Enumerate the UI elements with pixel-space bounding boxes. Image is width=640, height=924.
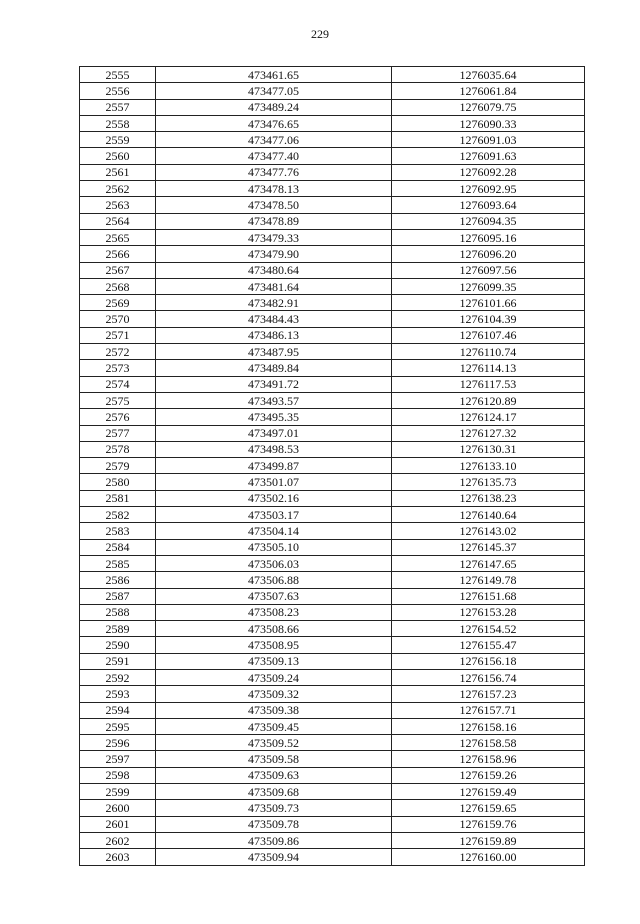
x-coordinate-cell: 473495.35 (156, 409, 392, 425)
point-number-cell: 2578 (80, 441, 156, 457)
y-coordinate-cell: 1276093.64 (392, 197, 585, 213)
x-coordinate-cell: 473478.50 (156, 197, 392, 213)
y-coordinate-cell: 1276159.65 (392, 800, 585, 816)
point-number-cell: 2567 (80, 262, 156, 278)
table-row (80, 669, 585, 685)
table-row (80, 229, 585, 245)
table-row (80, 246, 585, 262)
table-row (80, 751, 585, 767)
y-coordinate-cell: 1276095.16 (392, 229, 585, 245)
x-coordinate-cell: 473476.65 (156, 115, 392, 131)
x-coordinate-cell: 473478.13 (156, 181, 392, 197)
table-row (80, 718, 585, 734)
y-coordinate-cell: 1276158.96 (392, 751, 585, 767)
table-row (80, 474, 585, 490)
coordinate-table (79, 66, 585, 866)
x-coordinate-cell: 473509.68 (156, 784, 392, 800)
table-row (80, 115, 585, 131)
y-coordinate-cell: 1276096.20 (392, 246, 585, 262)
point-number-cell: 2596 (80, 735, 156, 751)
x-coordinate-cell: 473503.17 (156, 507, 392, 523)
y-coordinate-cell: 1276079.75 (392, 99, 585, 115)
table-row (80, 702, 585, 718)
point-number-cell: 2603 (80, 849, 156, 865)
y-coordinate-cell: 1276156.18 (392, 653, 585, 669)
y-coordinate-cell: 1276092.28 (392, 164, 585, 180)
page-number: 229 (311, 27, 329, 41)
table-row (80, 197, 585, 213)
table-row (80, 148, 585, 164)
point-number-cell: 2593 (80, 686, 156, 702)
x-coordinate-cell: 473482.91 (156, 295, 392, 311)
y-coordinate-cell: 1276160.00 (392, 849, 585, 865)
table-row (80, 784, 585, 800)
point-number-cell: 2556 (80, 83, 156, 99)
x-coordinate-cell: 473489.84 (156, 360, 392, 376)
y-coordinate-cell: 1276140.64 (392, 507, 585, 523)
table-row (80, 637, 585, 653)
x-coordinate-cell: 473480.64 (156, 262, 392, 278)
point-number-cell: 2592 (80, 669, 156, 685)
point-number-cell: 2586 (80, 572, 156, 588)
y-coordinate-cell: 1276133.10 (392, 458, 585, 474)
point-number-cell: 2581 (80, 490, 156, 506)
table-row (80, 181, 585, 197)
x-coordinate-cell: 473491.72 (156, 376, 392, 392)
point-number-cell: 2582 (80, 507, 156, 523)
point-number-cell: 2555 (80, 67, 156, 83)
x-coordinate-cell: 473506.88 (156, 572, 392, 588)
table-row (80, 832, 585, 848)
y-coordinate-cell: 1276120.89 (392, 392, 585, 408)
point-number-cell: 2577 (80, 425, 156, 441)
x-coordinate-cell: 473509.32 (156, 686, 392, 702)
table-row (80, 458, 585, 474)
point-number-cell: 2590 (80, 637, 156, 653)
y-coordinate-cell: 1276153.28 (392, 604, 585, 620)
y-coordinate-cell: 1276159.26 (392, 767, 585, 783)
point-number-cell: 2574 (80, 376, 156, 392)
y-coordinate-cell: 1276061.84 (392, 83, 585, 99)
y-coordinate-cell: 1276091.03 (392, 132, 585, 148)
y-coordinate-cell: 1276104.39 (392, 311, 585, 327)
y-coordinate-cell: 1276092.95 (392, 181, 585, 197)
y-coordinate-cell: 1276135.73 (392, 474, 585, 490)
point-number-cell: 2584 (80, 539, 156, 555)
table-row (80, 767, 585, 783)
y-coordinate-cell: 1276117.53 (392, 376, 585, 392)
x-coordinate-cell: 473489.24 (156, 99, 392, 115)
table-row (80, 539, 585, 555)
table-row (80, 262, 585, 278)
x-coordinate-cell: 473461.65 (156, 67, 392, 83)
x-coordinate-cell: 473477.40 (156, 148, 392, 164)
y-coordinate-cell: 1276159.49 (392, 784, 585, 800)
x-coordinate-cell: 473508.95 (156, 637, 392, 653)
x-coordinate-cell: 473477.06 (156, 132, 392, 148)
point-number-cell: 2580 (80, 474, 156, 490)
y-coordinate-cell: 1276159.76 (392, 816, 585, 832)
y-coordinate-cell: 1276143.02 (392, 523, 585, 539)
point-number-cell: 2572 (80, 344, 156, 360)
y-coordinate-cell: 1276154.52 (392, 621, 585, 637)
y-coordinate-cell: 1276107.46 (392, 327, 585, 343)
point-number-cell: 2579 (80, 458, 156, 474)
point-number-cell: 2562 (80, 181, 156, 197)
x-coordinate-cell: 473486.13 (156, 327, 392, 343)
table-row (80, 686, 585, 702)
table-row (80, 164, 585, 180)
point-number-cell: 2602 (80, 832, 156, 848)
y-coordinate-cell: 1276127.32 (392, 425, 585, 441)
x-coordinate-cell: 473493.57 (156, 392, 392, 408)
y-coordinate-cell: 1276035.64 (392, 67, 585, 83)
point-number-cell: 2595 (80, 718, 156, 734)
table-row (80, 67, 585, 83)
y-coordinate-cell: 1276158.16 (392, 718, 585, 734)
y-coordinate-cell: 1276151.68 (392, 588, 585, 604)
table-row (80, 490, 585, 506)
x-coordinate-cell: 473508.66 (156, 621, 392, 637)
x-coordinate-cell: 473509.58 (156, 751, 392, 767)
point-number-cell: 2569 (80, 295, 156, 311)
point-number-cell: 2557 (80, 99, 156, 115)
point-number-cell: 2558 (80, 115, 156, 131)
y-coordinate-cell: 1276159.89 (392, 832, 585, 848)
point-number-cell: 2598 (80, 767, 156, 783)
x-coordinate-cell: 473509.24 (156, 669, 392, 685)
y-coordinate-cell: 1276155.47 (392, 637, 585, 653)
table-row (80, 572, 585, 588)
table-row (80, 523, 585, 539)
table-row (80, 344, 585, 360)
point-number-cell: 2591 (80, 653, 156, 669)
y-coordinate-cell: 1276099.35 (392, 278, 585, 294)
table-row (80, 800, 585, 816)
y-coordinate-cell: 1276156.74 (392, 669, 585, 685)
x-coordinate-cell: 473502.16 (156, 490, 392, 506)
x-coordinate-cell: 473507.63 (156, 588, 392, 604)
point-number-cell: 2566 (80, 246, 156, 262)
table-row (80, 425, 585, 441)
table-row (80, 132, 585, 148)
table-row (80, 376, 585, 392)
point-number-cell: 2575 (80, 392, 156, 408)
point-number-cell: 2583 (80, 523, 156, 539)
point-number-cell: 2559 (80, 132, 156, 148)
point-number-cell: 2587 (80, 588, 156, 604)
x-coordinate-cell: 473509.63 (156, 767, 392, 783)
y-coordinate-cell: 1276090.33 (392, 115, 585, 131)
table-row (80, 360, 585, 376)
x-coordinate-cell: 473509.52 (156, 735, 392, 751)
y-coordinate-cell: 1276158.58 (392, 735, 585, 751)
table-row (80, 327, 585, 343)
table-row (80, 555, 585, 571)
point-number-cell: 2597 (80, 751, 156, 767)
x-coordinate-cell: 473509.13 (156, 653, 392, 669)
point-number-cell: 2594 (80, 702, 156, 718)
y-coordinate-cell: 1276091.63 (392, 148, 585, 164)
y-coordinate-cell: 1276097.56 (392, 262, 585, 278)
x-coordinate-cell: 473497.01 (156, 425, 392, 441)
x-coordinate-cell: 473477.76 (156, 164, 392, 180)
y-coordinate-cell: 1276157.71 (392, 702, 585, 718)
x-coordinate-cell: 473509.38 (156, 702, 392, 718)
point-number-cell: 2588 (80, 604, 156, 620)
point-number-cell: 2561 (80, 164, 156, 180)
table-row (80, 604, 585, 620)
x-coordinate-cell: 473509.45 (156, 718, 392, 734)
y-coordinate-cell: 1276124.17 (392, 409, 585, 425)
y-coordinate-cell: 1276110.74 (392, 344, 585, 360)
table-row (80, 278, 585, 294)
table-row (80, 295, 585, 311)
x-coordinate-cell: 473508.23 (156, 604, 392, 620)
x-coordinate-cell: 473484.43 (156, 311, 392, 327)
point-number-cell: 2571 (80, 327, 156, 343)
x-coordinate-cell: 473499.87 (156, 458, 392, 474)
point-number-cell: 2589 (80, 621, 156, 637)
x-coordinate-cell: 473478.89 (156, 213, 392, 229)
table-row (80, 849, 585, 865)
point-number-cell: 2585 (80, 555, 156, 571)
y-coordinate-cell: 1276114.13 (392, 360, 585, 376)
table-row (80, 588, 585, 604)
y-coordinate-cell: 1276149.78 (392, 572, 585, 588)
x-coordinate-cell: 473504.14 (156, 523, 392, 539)
y-coordinate-cell: 1276138.23 (392, 490, 585, 506)
y-coordinate-cell: 1276157.23 (392, 686, 585, 702)
point-number-cell: 2563 (80, 197, 156, 213)
point-number-cell: 2570 (80, 311, 156, 327)
x-coordinate-cell: 473498.53 (156, 441, 392, 457)
x-coordinate-cell: 473477.05 (156, 83, 392, 99)
point-number-cell: 2568 (80, 278, 156, 294)
table-row (80, 653, 585, 669)
x-coordinate-cell: 473509.94 (156, 849, 392, 865)
point-number-cell: 2564 (80, 213, 156, 229)
y-coordinate-cell: 1276147.65 (392, 555, 585, 571)
table-row (80, 83, 585, 99)
coordinate-table-body (80, 67, 585, 866)
table-row (80, 816, 585, 832)
x-coordinate-cell: 473479.33 (156, 229, 392, 245)
point-number-cell: 2560 (80, 148, 156, 164)
table-row (80, 621, 585, 637)
point-number-cell: 2601 (80, 816, 156, 832)
x-coordinate-cell: 473501.07 (156, 474, 392, 490)
point-number-cell: 2573 (80, 360, 156, 376)
table-row (80, 441, 585, 457)
table-row (80, 507, 585, 523)
x-coordinate-cell: 473479.90 (156, 246, 392, 262)
y-coordinate-cell: 1276145.37 (392, 539, 585, 555)
x-coordinate-cell: 473481.64 (156, 278, 392, 294)
x-coordinate-cell: 473506.03 (156, 555, 392, 571)
table-row (80, 735, 585, 751)
point-number-cell: 2599 (80, 784, 156, 800)
y-coordinate-cell: 1276130.31 (392, 441, 585, 457)
y-coordinate-cell: 1276094.35 (392, 213, 585, 229)
table-row (80, 311, 585, 327)
table-row (80, 99, 585, 115)
table-row (80, 409, 585, 425)
table-row (80, 392, 585, 408)
x-coordinate-cell: 473487.95 (156, 344, 392, 360)
x-coordinate-cell: 473505.10 (156, 539, 392, 555)
x-coordinate-cell: 473509.86 (156, 832, 392, 848)
x-coordinate-cell: 473509.73 (156, 800, 392, 816)
point-number-cell: 2576 (80, 409, 156, 425)
point-number-cell: 2600 (80, 800, 156, 816)
table-row (80, 213, 585, 229)
point-number-cell: 2565 (80, 229, 156, 245)
x-coordinate-cell: 473509.78 (156, 816, 392, 832)
y-coordinate-cell: 1276101.66 (392, 295, 585, 311)
